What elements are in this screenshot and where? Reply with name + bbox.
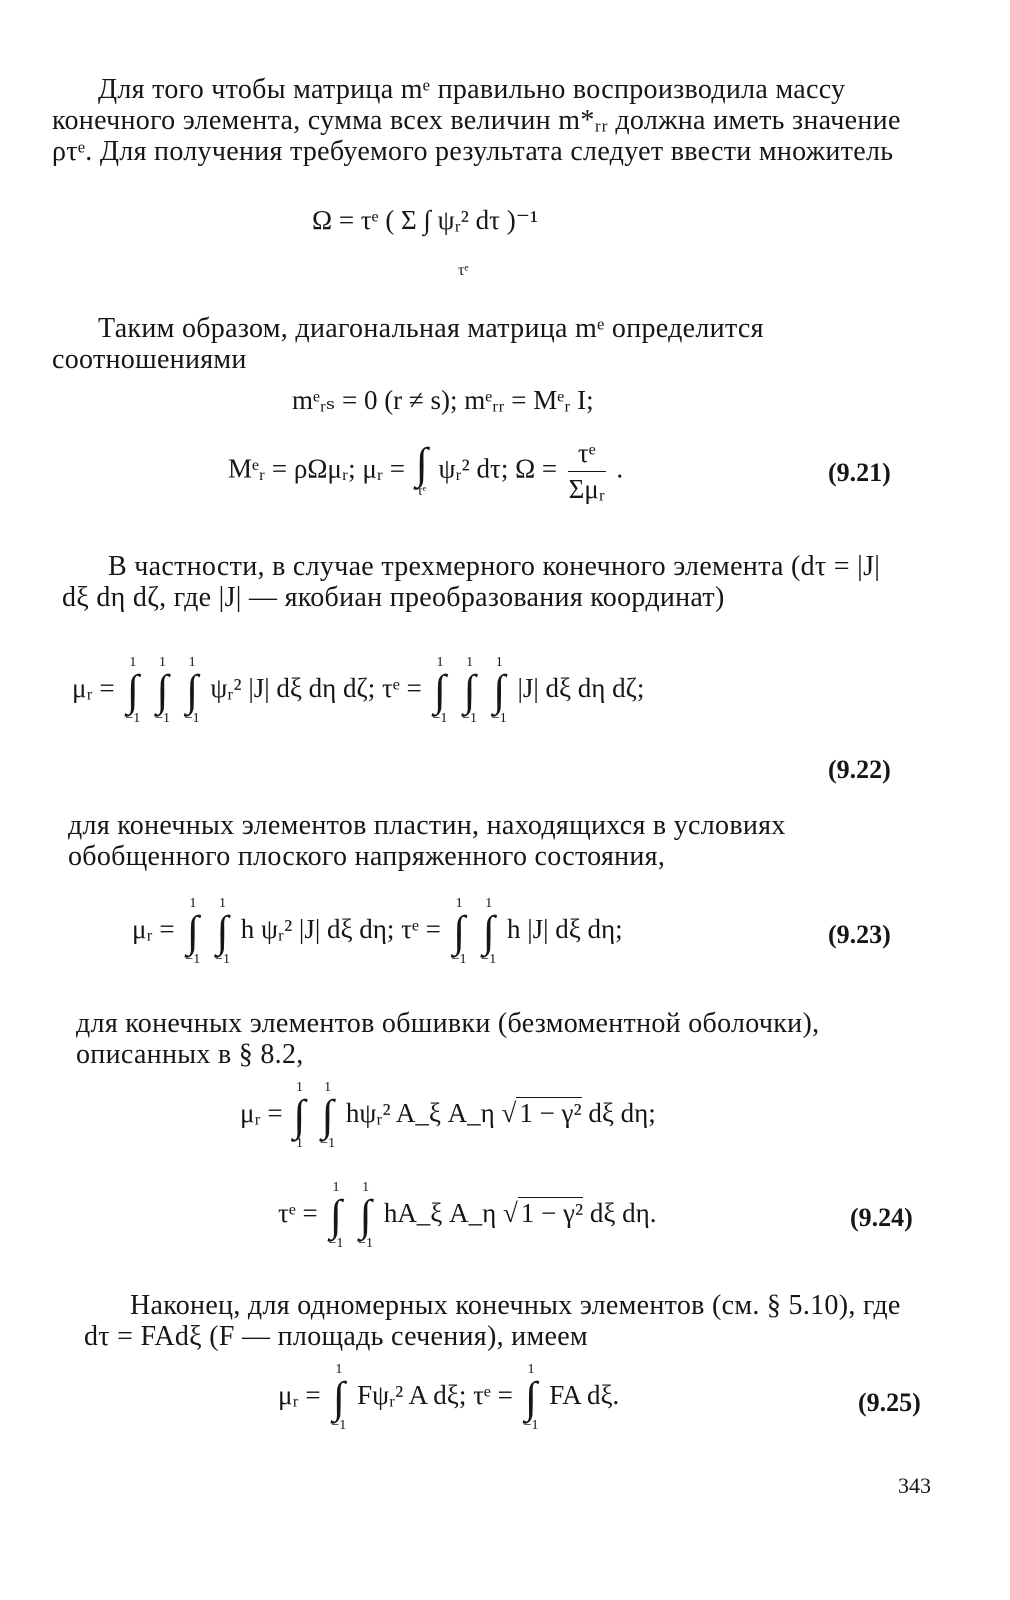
paragraph-6-text: Наконец, для одномерных конечных элементов (см. § 5.10), где dτ = FAdξ (F — площадь сечения), имеем — [84, 1290, 901, 1352]
int-upper: 1 — [436, 655, 444, 670]
integral-sign: 1 ∫ −1 — [358, 1180, 374, 1251]
eq-922-a: μᵣ = — [72, 673, 115, 704]
equation-label-9-23: (9.23) — [828, 920, 891, 949]
int-lower: −1 — [481, 952, 497, 967]
integral-sign: ∫ τᵉ — [415, 438, 428, 499]
equation-omega — [312, 205, 538, 236]
eq-923-a: μᵣ = — [132, 914, 175, 945]
int-upper: 1 — [485, 896, 493, 911]
int-upper: 1 — [332, 1180, 340, 1195]
int-lower: −1 — [155, 711, 170, 726]
int-upper: 1 — [466, 655, 474, 670]
eq-924-d: hA_ξ A_η √ — [383, 1198, 518, 1229]
int-lower: −1 — [320, 1136, 336, 1151]
integral-sign: 1 ∫ −1 — [215, 896, 230, 967]
equation-omega-sub-text: τᵉ — [458, 262, 469, 279]
int-lower: −1 — [432, 711, 448, 726]
eq-923-b: h ψᵣ² |J| dξ dη; τᵉ = — [240, 914, 441, 945]
eq-924-d2: dξ dη. — [589, 1198, 657, 1229]
equation-omega-sub — [458, 262, 469, 280]
eq-924-b: hψᵣ² A_ξ A_η √ — [345, 1098, 517, 1129]
integral-sign: 1 ∫ −1 — [451, 896, 467, 967]
eq-921-left: Mᵉᵣ = ρΩμᵣ; μᵣ = — [228, 453, 405, 484]
integral-sign: 1 ∫ 1 — [293, 1080, 306, 1151]
int-lower: −1 — [331, 1418, 347, 1433]
paragraph-1-text: Для того чтобы матрица mᵉ правильно воспроизводила массу конечного элемента, сумма всех величин m*ᵣᵣ должна иметь значение ρτᵉ. Для получения требуемого результата следует ввести множитель — [52, 74, 901, 167]
equation-m-line1-text: mᵉᵣₛ = 0 (r ≠ s); mᵉᵣᵣ = Mᵉᵣ I; — [292, 385, 594, 415]
int-upper: 1 — [362, 1180, 370, 1195]
fraction — [568, 438, 606, 505]
int-lower: −1 — [125, 711, 141, 726]
int-upper: 1 — [159, 655, 167, 670]
eq-924-a: μᵣ = — [240, 1098, 283, 1129]
eq-921-dot: . — [616, 453, 624, 484]
int-lower: −1 — [328, 1236, 344, 1251]
int-lower: −1 — [491, 711, 507, 726]
eq-921-mid: ψᵣ² dτ; Ω = — [438, 453, 558, 484]
paragraph-3-text: В частности, в случае трехмерного конечного элемента (dτ = |J| dξ dη dζ, где |J| — якобиан преобразования координат) — [62, 551, 881, 613]
eq-922-b: ψᵣ² |J| dξ dη dζ; τᵉ = — [210, 673, 422, 704]
int-upper: 1 — [495, 655, 503, 670]
int-lower: −1 — [358, 1236, 374, 1251]
integral-sign: 1 ∫ −1 — [328, 1180, 344, 1251]
paragraph-6 — [84, 1290, 924, 1352]
eq-921-num: τᵉ — [568, 438, 606, 472]
paragraph-1 — [52, 74, 902, 167]
int-lower-first: 1 — [295, 1136, 303, 1151]
equation-9-24-line1 — [240, 1080, 656, 1152]
int-lower: −1 — [215, 952, 230, 967]
equation-9-22 — [72, 655, 644, 727]
eq-921-int-lower: τᵉ — [417, 483, 427, 499]
eq-923-c: h |J| dξ dη; — [506, 914, 623, 945]
integral-sign: 1 ∫ −1 — [185, 896, 201, 967]
equation-label-9-22: (9.22) — [828, 755, 891, 784]
paragraph-4 — [68, 810, 918, 872]
integral-sign: 1 ∫ −1 — [125, 655, 141, 726]
int-upper: 1 — [324, 1080, 332, 1095]
int-upper: 1 — [335, 1362, 343, 1377]
paragraph-2 — [52, 313, 902, 375]
eq-924-sqrt: 1 − γ² — [518, 1197, 583, 1228]
eq-924-c: τᵉ = — [278, 1198, 318, 1229]
int-lower: −1 — [185, 952, 201, 967]
paragraph-2-text: Таким образом, диагональная матрица mᵉ определится соотношениями — [52, 313, 764, 375]
integral-sign: 1 ∫ −1 — [432, 655, 448, 726]
paragraph-4-text: для конечных элементов пластин, находящихся в условиях обобщенного плоского напряженного состояния, — [68, 810, 786, 872]
int-upper: 1 — [219, 896, 227, 911]
integral-sign: 1 ∫ −1 — [320, 1080, 336, 1151]
paragraph-5 — [76, 1008, 921, 1070]
equation-label-9-25: (9.25) — [858, 1388, 921, 1417]
equation-9-24-line2 — [278, 1180, 656, 1252]
integral-sign: 1 ∫ −1 — [331, 1362, 347, 1433]
equation-9-23 — [132, 896, 623, 968]
equation-9-21 — [228, 438, 623, 505]
page-number: 343 — [898, 1473, 931, 1498]
eq-925-a: μᵣ = — [278, 1380, 321, 1411]
eq-924-sqrt: 1 − γ² — [516, 1097, 581, 1128]
int-upper: 1 — [295, 1080, 303, 1095]
equation-label-9-24: (9.24) — [850, 1203, 913, 1232]
int-lower: −1 — [451, 952, 467, 967]
integral-sign: 1 ∫ −1 — [462, 655, 478, 726]
int-lower: −1 — [523, 1418, 539, 1433]
integral-sign: 1 ∫ −1 — [491, 655, 507, 726]
int-upper: 1 — [527, 1362, 535, 1377]
integral-sign: 1 ∫ −1 — [523, 1362, 539, 1433]
int-upper: 1 — [189, 896, 197, 911]
equation-label-9-21: (9.21) — [828, 458, 891, 487]
paragraph-5-text: для конечных элементов обшивки (безмоментной оболочки), описанных в § 8.2, — [76, 1008, 820, 1070]
int-upper: 1 — [129, 655, 137, 670]
int-lower: −1 — [462, 711, 478, 726]
eq-925-b: Fψᵣ² A dξ; τᵉ = — [357, 1380, 513, 1411]
equation-m-line1 — [292, 385, 594, 416]
eq-925-c: FA dξ. — [549, 1380, 620, 1411]
integral-sign: 1 ∫ −1 — [481, 896, 497, 967]
eq-922-c: |J| dξ dη dζ; — [517, 673, 645, 704]
equation-9-25 — [278, 1362, 619, 1434]
eq-921-den: Σμᵣ — [568, 474, 605, 504]
integral-sign: 1 ∫ −1 — [155, 655, 170, 726]
paragraph-3 — [62, 551, 907, 613]
int-upper: 1 — [455, 896, 463, 911]
eq-924-b2: dξ dη; — [588, 1098, 656, 1129]
integral-sign: 1 ∫ −1 — [184, 655, 200, 726]
int-lower: −1 — [184, 711, 200, 726]
int-upper: 1 — [188, 655, 196, 670]
equation-omega-text: Ω = τᵉ ( Σ ∫ ψᵣ² dτ )⁻¹ — [312, 205, 539, 235]
